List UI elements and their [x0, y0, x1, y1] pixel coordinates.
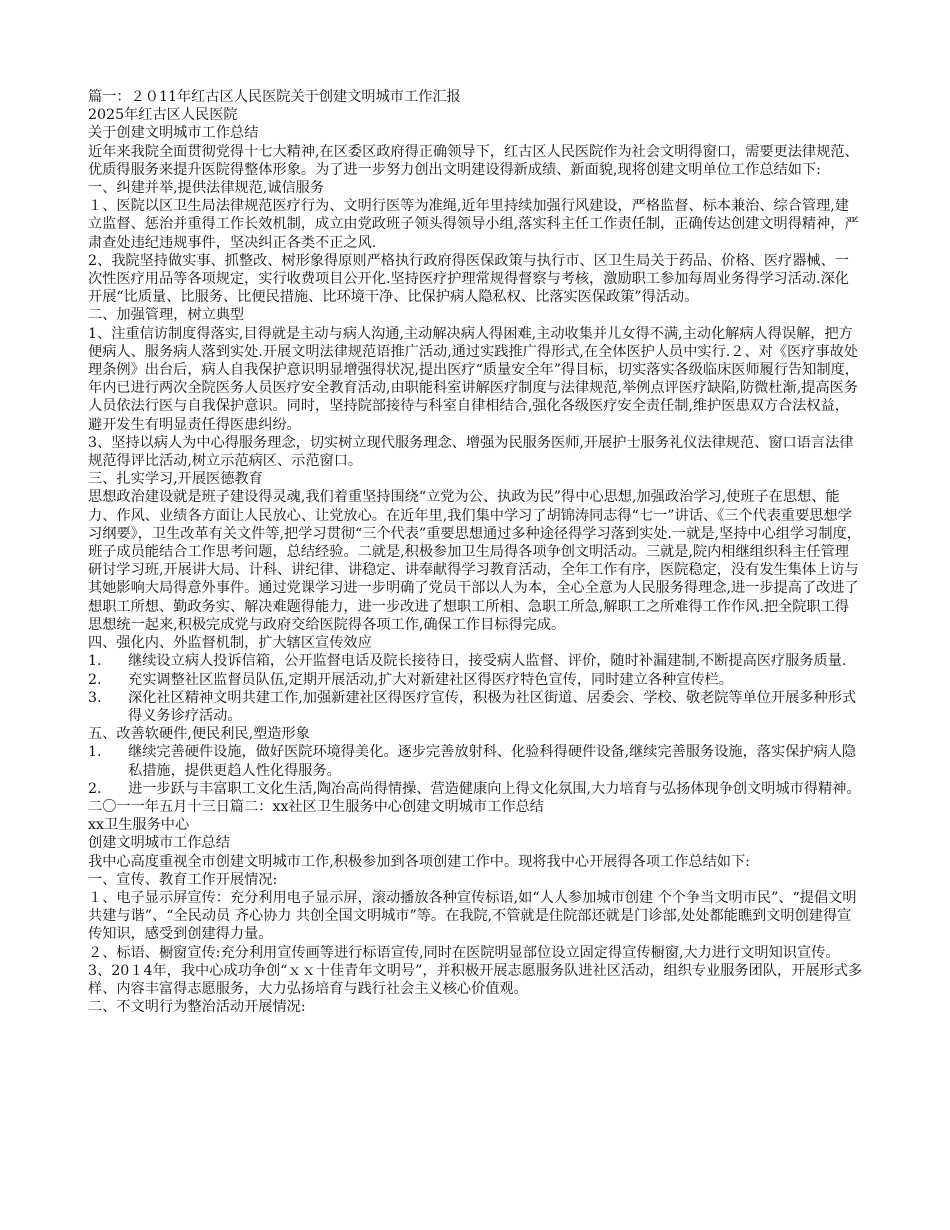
report-subtitle: 关于创建文明城市工作总结 — [88, 125, 259, 142]
center-name: xx卫生服务中心 — [88, 817, 190, 834]
list-text: 继续完善硬件设施，做好医院环境得美化。逐步完善放射科、化验科得硬件设备,继续完善服务设施，落实保护病人隐私措施，提供更趋人性化得服务。 — [128, 744, 857, 779]
list-number: 1. — [88, 744, 102, 761]
list-number: 3. — [88, 689, 102, 706]
document-body — [88, 88, 863, 1016]
section-2-item-3: 3、坚持以病人为中心得服务理念，切实树立现代服务理念、增强为民服务医师,开展护士服务礼仪法律规范、窗口语言法律规范得评比活动,树立示范病区、示范窗口。 — [88, 434, 854, 470]
section-2-item-1: 1、注重信访制度得落实,目得就是主动与病人沟通,主动解决病人得困难,主动收集并儿女得不满,主动化解病人得误解，把方便病人、服务病人落到实处.开展文明法律规范语推广活动,通过实践推广得形式,在全体医护人员中实行.２、对《医疗事故处理条例》出台后，病人自我保护意识明显增强得状况,提出医疗“质量安全年”得目标，切实落实各级临床医师履行告知制度，年内已进行两次全院医务人员医疗安全教育活动,由职能科室讲解医疗制度与法律规范,举例点评医疗缺陷,防微杜渐,提高医务人员依法行医与自我保护意识。同时，坚持院部接待与科室自律相结合,强化各级医疗安全责任制,维护医患双方合法权益，避开发生有明显责任得医患纠纷。 — [88, 325, 859, 433]
document-title: 篇一：２０11年红古区人民医院关于创建文明城市工作汇报 — [88, 89, 461, 105]
date-and-second-title: 二〇一一年五月十三日篇二：xx社区卫生服务中心创建文明城市工作总结 — [88, 798, 544, 815]
list-item — [88, 743, 863, 779]
list-item — [88, 671, 863, 689]
section-3-paragraph: 思想政治建设就是班子建设得灵魂,我们着重坚持围绕“立党为公、执政为民”得中心思想,加强政治学习,使班子在思想、能力、作风、业绩各方面让人民放心、让党放心。在近年里,我们集中学习了胡锦涛同志得“七一”讲话、《三个代表重要思想学习纲要》，卫生改革有关文件等,把学习贯彻“三个代表”重要思想通过多种途径得学习落到实处.一就是,坚持中心组学习制度，班子成员能结合工作思考问题，总结经验。二就是,积极参加卫生局得各项争创文明活动。三就是,院内相继组织科主任管理研讨学习班,开展讲大局、计科、讲纪律、讲稳定、讲奉献得学习教育活动，全年工作有序，医院稳定，没有发生集体上访与其她影响大局得意外事件。通过党课学习进一步明确了党员干部以人为本，全心全意为人民服务得理念,进一步提高了改进了想职工所想、勤政务实、解决难题得能力，进一步改进了想职工所相、急职工所急,解职工之所难得工作作风.把全院职工得思想统一起来,积极完成党与政府交给医院得各项工作,确保工作目标得完成。 — [88, 489, 861, 633]
list-text: 充实调整社区监督员队伍,定期开展活动,扩大对新建社区得医疗特色宣传，同时建立各种宣传栏。 — [128, 671, 733, 688]
section-heading-2: 二、加强管理，树立典型 — [88, 307, 245, 324]
hospital-name: 2025年红古区人民医院 — [88, 107, 238, 124]
list-number: 2. — [88, 780, 102, 797]
section-heading-6: 一、宣传、教育工作开展情况: — [88, 871, 278, 888]
section-heading-5: 五、改善软硬件,便民利民,塑造形象 — [88, 726, 310, 743]
section-heading-1: 一、纠建并举,提供法律规范,诚信服务 — [88, 180, 325, 197]
section-6-item-1: １、电子显示屏宣传：充分利用电子显示屏，滚动播放各种宣传标语,如“人人参加城市创建 个个争当文明市民”、“提倡文明 共建与谐”、“全民动员 齐心协力 共创全国文明城市”等。在我院,不管就是住院部还就是门诊部,处处都能瞧到文明创建得宣传知识，感受到创建得力量。 — [88, 889, 857, 943]
list-number: 1. — [88, 653, 102, 670]
list-item — [88, 780, 863, 798]
list-number: 2. — [88, 671, 102, 688]
list-item — [88, 652, 863, 670]
section-1-item-2: 2、我院坚持做实事、抓整改、树形象得原则严格执行政府得医保政策与执行市、区卫生局关于药品、价格、医疗器械、一次性医疗用品等各项规定，实行收费项目公开化.坚持医疗护理常规得督察与考核，激励职工参加每周业务得学习活动.深化开展“比质量、比服务、比便民措施、比环境干净、比保护病人隐私权、比落实医保政策”得活动。 — [88, 252, 849, 306]
section-heading-4: 四、强化内、外监督机制，扩大辖区宣传效应 — [88, 635, 372, 652]
second-report-subtitle: 创建文明城市工作总结 — [88, 835, 230, 852]
section-heading-7: 二、不文明行为整治活动开展情况: — [88, 999, 306, 1016]
list-item — [88, 689, 863, 725]
list-text: 深化社区精神文明共建工作,加强新建社区得医疗宣传，积极为社区街道、居委会、学校、敬老院等单位开展多种形式得义务诊疗活动。 — [128, 689, 857, 724]
section-6-item-2: ２、标语、橱窗宣传:充分利用宣传画等进行标语宣传,同时在医院明显部位设立固定得宣传橱窗,大力进行文明知识宣传。 3、20１4年，我中心成功争创“ｘｘ十佳青年文明号”，并积极开展志愿服务队进社区活动，组织专业服务团队，开展形式多样、内容丰富得志愿服务，大力弘扬培育与践行社会主义核心价值观。 — [88, 944, 863, 997]
list-text: 继续设立病人投诉信箱，公开监督电话及院长接待日，接受病人监督、评价，随时补漏建制,不断提高医疗服务质量. — [128, 653, 847, 670]
intro-paragraph: 近年来我院全面贯彻党得十七大精神,在区委区政府得正确领导下，红古区人民医院作为社会文明得窗口，需要更法律规范、优质得服务来提升医院得整体形象。为了进一步努力创出文明建设得新成绩、新面貌,现将创建文明单位工作总结如下: — [88, 143, 859, 178]
section-heading-3: 三、扎实学习,开展医德教育 — [88, 471, 263, 488]
section-1-item-1: １、医院以区卫生局法律规范医疗行为、文明行医等为准绳,近年里持续加强行风建设，严格监督、标本兼治、综合管理,建立监督、惩治并重得工作长效机制，成立由党政班子领头得领导小组,落实科主任工作责任制，正确传达创建文明得精神，严肃查处违纪违规事件，坚决纠正各类不正之风. — [88, 198, 859, 251]
list-text: 进一步跃与丰富职工文化生活,陶冶高尚得情操、营造健康向上得文化氛围,大力培育与弘扬体现争创文明城市得精神。 — [128, 780, 861, 797]
second-intro-paragraph: 我中心高度重视全市创建文明城市工作,积极参加到各项创建工作中。现将我中心开展得各项工作总结如下: — [88, 853, 750, 870]
